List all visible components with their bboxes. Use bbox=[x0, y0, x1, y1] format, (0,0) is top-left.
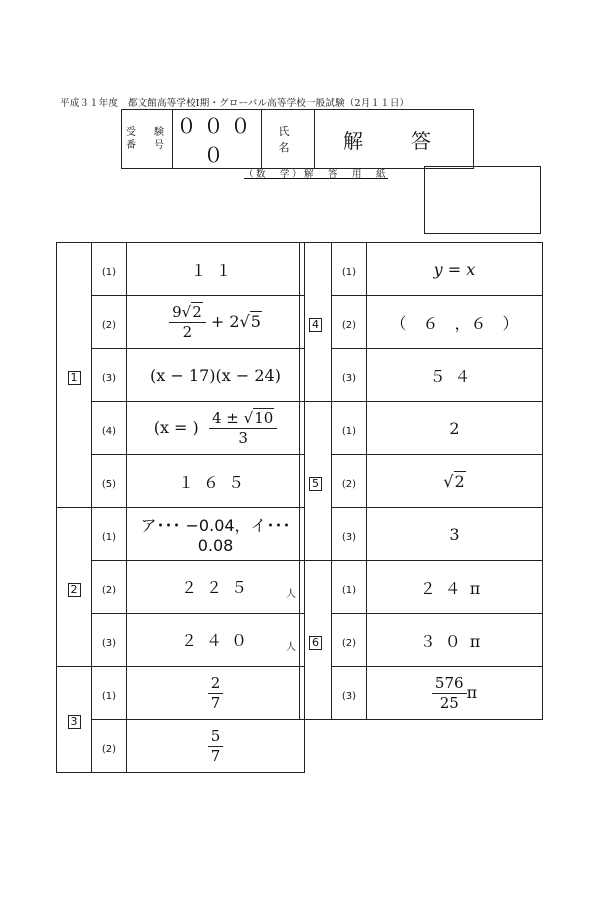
question-number: (2) bbox=[101, 584, 117, 596]
question-number: (1) bbox=[101, 531, 117, 543]
fraction: $\frac{2}{7}$ bbox=[208, 674, 224, 713]
question-number: (1) bbox=[101, 690, 117, 702]
answer-cell: 3 bbox=[367, 508, 543, 561]
table-row bbox=[300, 296, 543, 349]
section-5-label: 5 bbox=[300, 402, 332, 561]
math-term: + 2√5 bbox=[210, 311, 261, 331]
exam-header: 平成３１年度 都文館高等学校Ⅰ期・グローバル高等学校一般試験（2月１１日） bbox=[60, 98, 410, 109]
question-number: (2) bbox=[341, 478, 357, 490]
answer-cell bbox=[127, 667, 305, 720]
table-row bbox=[57, 349, 305, 402]
answer-cell: y = x bbox=[367, 243, 543, 296]
table-row bbox=[300, 349, 543, 402]
table-row bbox=[57, 561, 305, 614]
answer-cell: ５４ bbox=[367, 349, 543, 402]
table-row bbox=[300, 402, 543, 455]
fraction: $\frac{576}{25}$ bbox=[432, 674, 467, 713]
answer-cell: 2 bbox=[367, 402, 543, 455]
table-row bbox=[300, 561, 543, 614]
table-row bbox=[57, 667, 305, 720]
question-number: (1) bbox=[341, 584, 357, 596]
table-row bbox=[300, 243, 543, 296]
table-row bbox=[300, 667, 543, 720]
section-1-label: 1 bbox=[57, 243, 92, 508]
exam-number-value: ００００ bbox=[173, 110, 262, 169]
table-row bbox=[57, 243, 305, 296]
question-number: (2) bbox=[101, 743, 117, 755]
answer-cell bbox=[127, 402, 305, 455]
question-number: (3) bbox=[341, 531, 357, 543]
answer-cell bbox=[127, 296, 305, 349]
exam-number-label bbox=[122, 110, 173, 169]
answer-cell bbox=[127, 614, 305, 667]
section-3-label: 3 bbox=[57, 667, 92, 773]
table-row bbox=[300, 508, 543, 561]
question-number: (3) bbox=[101, 637, 117, 649]
answer-cell: ３０π bbox=[367, 614, 543, 667]
name-value: 解 答 bbox=[315, 110, 474, 169]
question-number: (4) bbox=[101, 425, 117, 437]
answer-cell: (x − 17)(x − 24) bbox=[127, 349, 305, 402]
question-number: (1) bbox=[341, 425, 357, 437]
question-number: (3) bbox=[341, 372, 357, 384]
question-number: (3) bbox=[101, 372, 117, 384]
question-number: (2) bbox=[341, 319, 357, 331]
table-row bbox=[57, 720, 305, 773]
pi-symbol: π bbox=[466, 682, 478, 702]
table-row bbox=[300, 614, 543, 667]
answer-value: ２２５ bbox=[180, 577, 256, 597]
answer-cell bbox=[127, 561, 305, 614]
section-2-label: 2 bbox=[57, 508, 92, 667]
table-row bbox=[300, 455, 543, 508]
table-row bbox=[57, 402, 305, 455]
section-4-label: 4 bbox=[300, 243, 332, 402]
question-number: (2) bbox=[341, 637, 357, 649]
table-row bbox=[57, 614, 305, 667]
exam-number-label-line2: 番 号 bbox=[126, 140, 168, 151]
answer-grid-left bbox=[56, 242, 305, 773]
table-row bbox=[57, 508, 305, 561]
question-number: (5) bbox=[101, 478, 117, 490]
table-row bbox=[57, 296, 305, 349]
answer-grid-right bbox=[299, 242, 543, 720]
question-number: (3) bbox=[341, 690, 357, 702]
section-6-label: 6 bbox=[300, 561, 332, 720]
unit-label: 人 bbox=[286, 641, 296, 653]
fraction: $\frac{5}{7}$ bbox=[208, 727, 224, 766]
answer-cell bbox=[127, 720, 305, 773]
math-prefix: (x = ) bbox=[153, 417, 199, 437]
fraction: $\frac{4 \pm √10}{3}$ bbox=[209, 409, 277, 448]
score-box bbox=[424, 166, 541, 234]
question-number: (1) bbox=[341, 266, 357, 278]
table-row bbox=[57, 455, 305, 508]
name-label: 氏 名 bbox=[262, 110, 315, 169]
answer-cell bbox=[367, 667, 543, 720]
exam-id-box bbox=[121, 109, 474, 169]
question-number: (1) bbox=[101, 266, 117, 278]
fraction: $\frac{9√2}{2}$ bbox=[169, 303, 206, 342]
exam-number-label-line1: 受 験 bbox=[126, 127, 168, 138]
question-number: (2) bbox=[101, 319, 117, 331]
answer-cell: １１ bbox=[127, 243, 305, 296]
answer-cell: ア･･･ −0.04，イ･･･0.08 bbox=[127, 508, 305, 561]
sheet-subtitle: （数 学）解 答 用 紙 bbox=[244, 169, 389, 180]
answer-cell: √2 bbox=[367, 455, 543, 508]
answer-cell: （ ６ ，６ ） bbox=[367, 296, 543, 349]
answer-cell: ２４π bbox=[367, 561, 543, 614]
answer-value: ２４０ bbox=[180, 630, 256, 650]
unit-label: 人 bbox=[286, 588, 296, 600]
answer-cell: １６５ bbox=[127, 455, 305, 508]
